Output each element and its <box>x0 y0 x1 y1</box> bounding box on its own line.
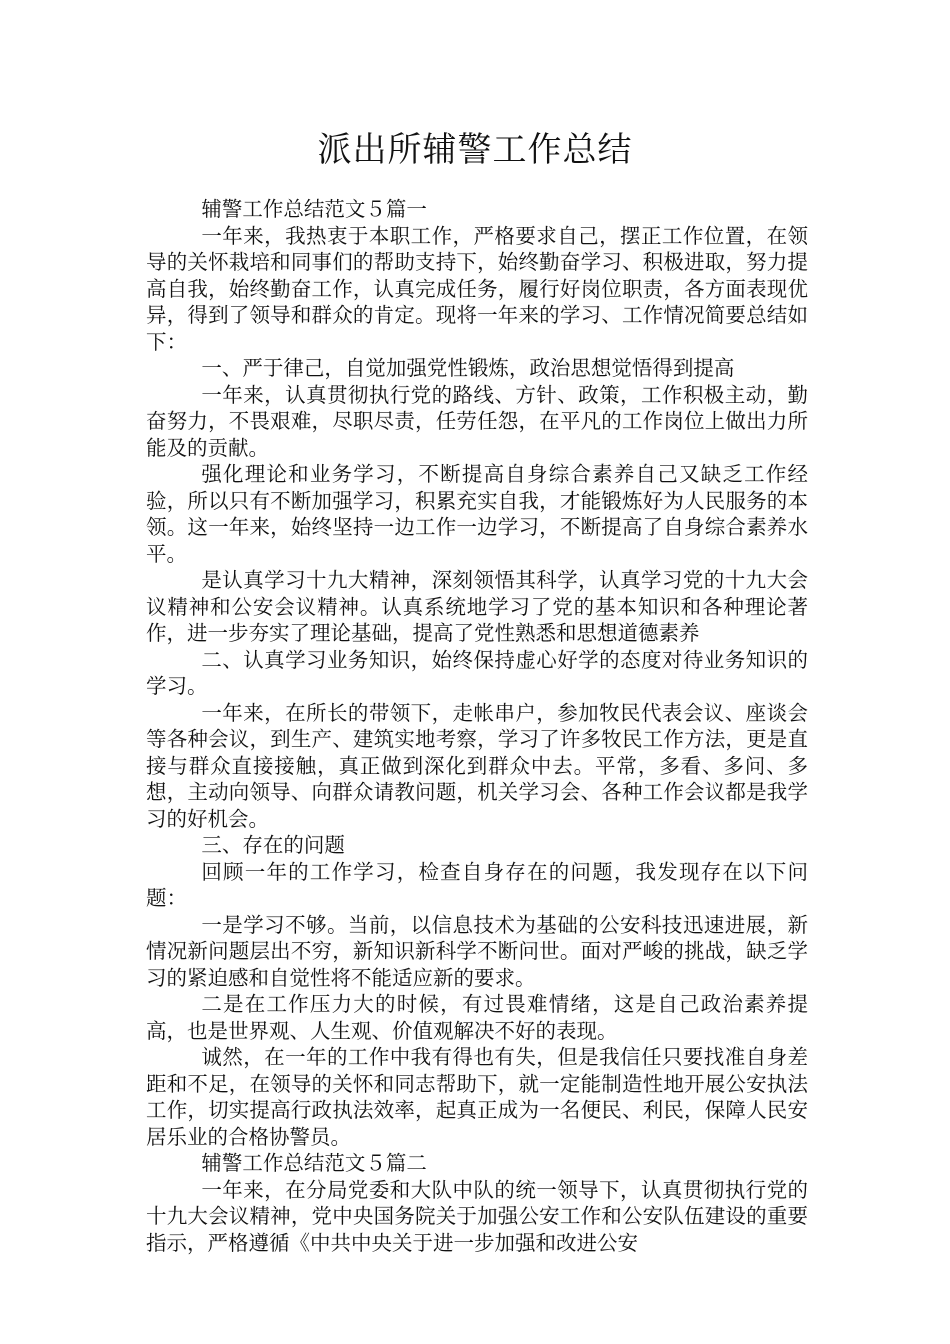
paragraph: 回顾一年的工作学习，检查自身存在的问题，我发现存在以下问题： <box>146 859 808 910</box>
paragraph: 二、认真学习业务知识，始终保持虚心好学的态度对待业务知识的学习。 <box>146 647 808 698</box>
paragraph: 二是在工作压力大的时候，有过畏难情绪，这是自己政治素养提高，也是世界观、人生观、价值观解决不好的表现。 <box>146 992 808 1043</box>
document-title: 派出所辅警工作总结 <box>317 130 633 170</box>
paragraph: 一年来，认真贯彻执行党的路线、方针、政策，工作积极主动，勤奋努力，不畏艰难，尽职尽责，任劳任怨，在平凡的工作岗位上做出力所能及的贡献。 <box>146 382 808 460</box>
paragraph: 一年来，我热衷于本职工作，严格要求自己，摆正工作位置，在领导的关怀栽培和同事们的帮助支持下，始终勤奋学习、积极进取，努力提高自我，始终勤奋工作，认真完成任务，履行好岗位职责，各方面表现优异，得到了领导和群众的肯定。现将一年来的学习、工作情况简要总结如下： <box>146 223 808 354</box>
paragraph: 辅警工作总结范文５篇二 <box>201 1151 427 1175</box>
paragraph: 诚然，在一年的工作中我有得也有失，但是我信任只要找准自身差距和不足，在领导的关怀和同志帮助下，就一定能制造性地开展公安执法工作，切实提高行政执法效率，起真正成为一名便民、利民，保障人民安居乐业的合格协警员。 <box>146 1045 808 1149</box>
paragraph: 一是学习不够。当前，以信息技术为基础的公安科技迅速进展，新情况新问题层出不穷，新知识新科学不断问世。面对严峻的挑战，缺乏学习的紧迫感和自觉性将不能适应新的要求。 <box>146 912 808 990</box>
paragraph: 强化理论和业务学习，不断提高自身综合素养自己又缺乏工作经验，所以只有不断加强学习，积累充实自我，才能锻炼好为人民服务的本领。这一年来，始终坚持一边工作一边学习，不断提高了自身综合素养水平。 <box>146 462 808 566</box>
paragraph: 辅警工作总结范文５篇一 <box>201 197 427 221</box>
paragraph: 是认真学习十九大精神，深刻领悟其科学，认真学习党的十九大会议精神和公安会议精神。认真系统地学习了党的基本知识和各种理论著作，进一步夯实了理论基础，提高了党性熟悉和思想道德素养 <box>146 568 808 645</box>
document-body <box>146 196 808 1256</box>
paragraph: 一年来，在分局党委和大队中队的统一领导下，认真贯彻执行党的十九大会议精神，党中央国务院关于加强公安工作和公安队伍建设的重要指示，严格遵循《中共中央关于进一步加强和改进公安 <box>146 1177 808 1255</box>
paragraph: 一年来，在所长的带领下，走帐串户，参加牧民代表会议、座谈会等各种会议，到生产、建筑实地考察，学习了许多牧民工作方法，更是直接与群众直接接触，真正做到深化到群众中去。平常，多看、多问、多想，主动向领导、向群众请教问题，机关学习会、各种工作会议都是我学习的好机会。 <box>146 700 808 831</box>
paragraph: 三、存在的问题 <box>201 833 345 857</box>
paragraph: 一、严于律己，自觉加强党性锻炼，政治思想觉悟得到提高 <box>201 356 735 380</box>
